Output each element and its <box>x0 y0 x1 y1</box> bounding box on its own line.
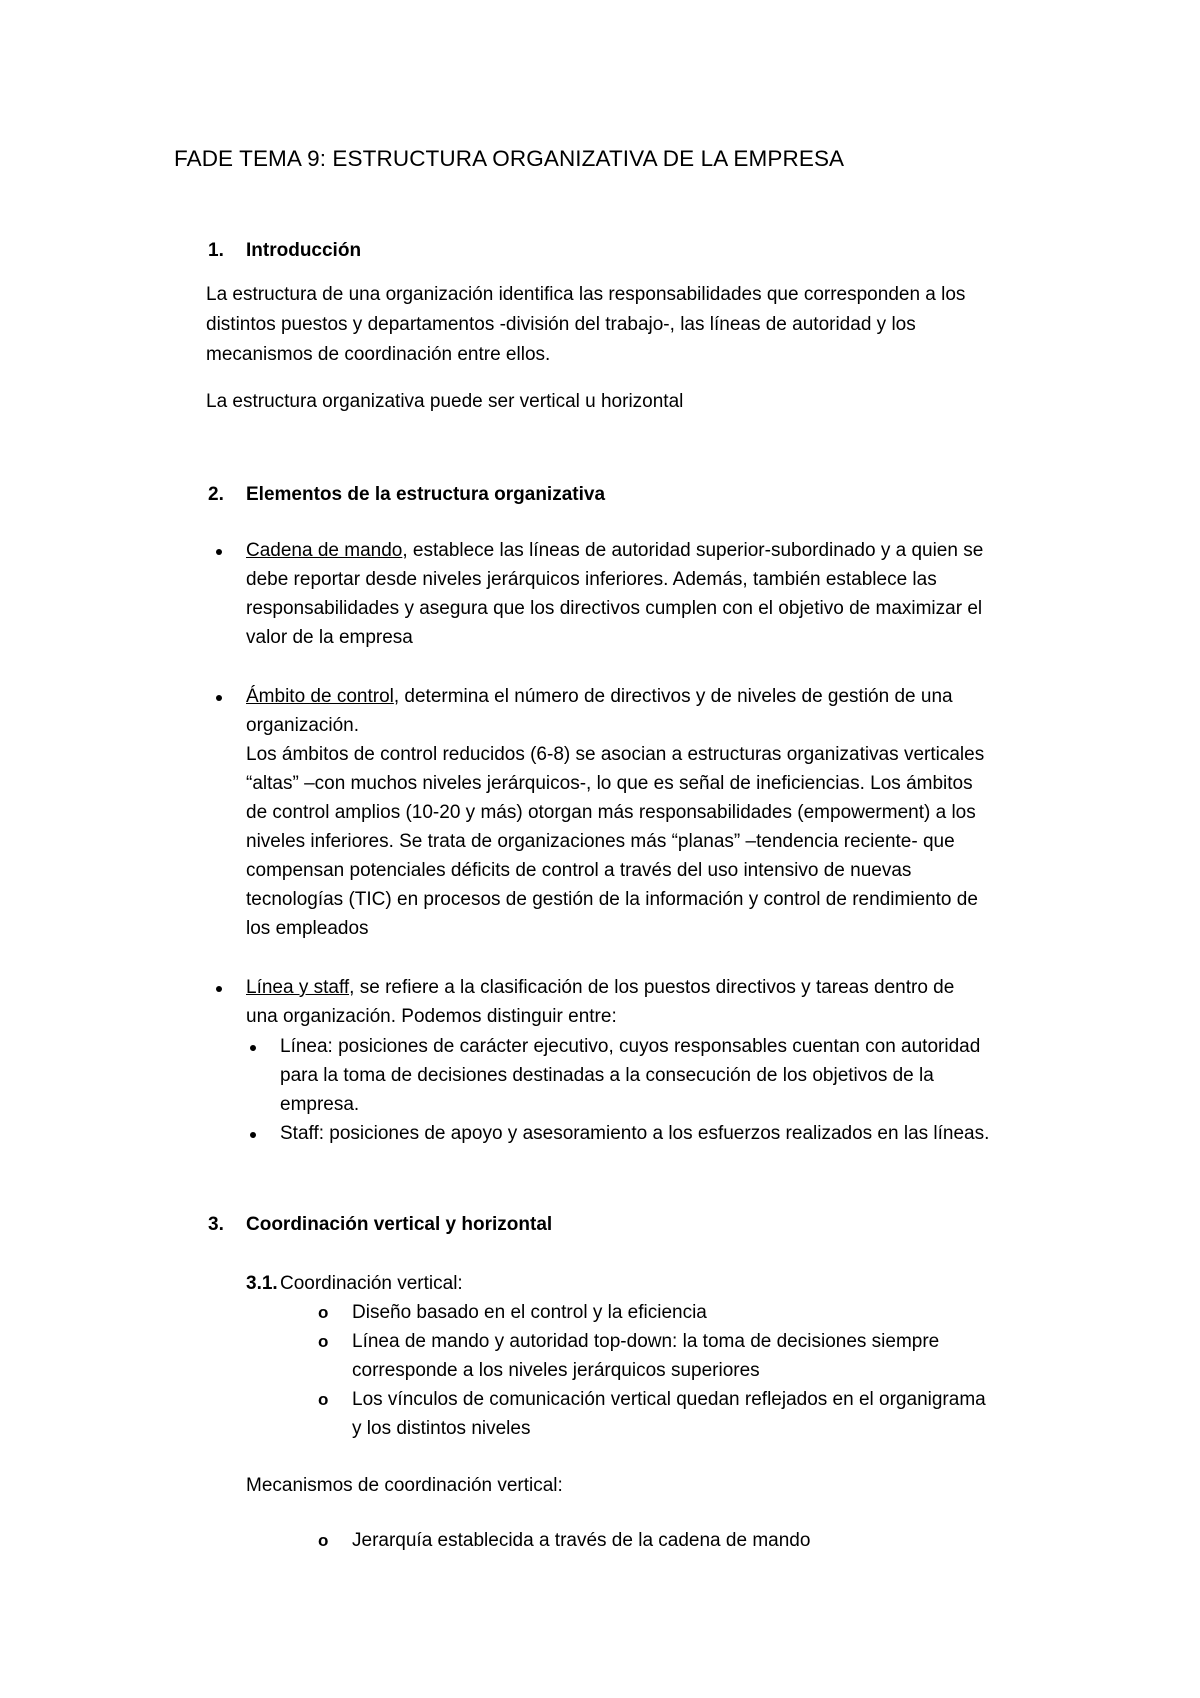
list-item-line: y los distintos niveles <box>352 1418 531 1439</box>
bullet-line: , establece las líneas de autoridad superior-subordinado y a quien se <box>402 540 984 561</box>
circle-bullet-icon: o <box>318 1303 329 1322</box>
bullet-line: se refiere a la clasificación de los puestos directivos y tareas dentro de <box>354 977 955 998</box>
document-title: FADE TEMA 9: ESTRUCTURA ORGANIZATIVA DE LA EMPRESA <box>174 146 845 171</box>
bullet-term: Línea y staff, <box>246 977 355 998</box>
circle-bullet-icon: o <box>318 1332 329 1351</box>
sub-bullet-icon <box>250 1132 256 1138</box>
bullet-line: niveles inferiores. Se trata de organizaciones más “planas” –tendencia reciente- que <box>246 831 955 852</box>
section-number: 1. <box>208 240 224 261</box>
section-number: 3. <box>208 1214 224 1235</box>
mechanisms-label: Mecanismos de coordinación vertical: <box>246 1475 563 1496</box>
circle-bullet-icon: o <box>318 1390 329 1409</box>
paragraph-line: distintos puestos y departamentos -división del trabajo-, las líneas de autoridad y los <box>206 314 916 335</box>
bullet-icon <box>216 695 222 701</box>
bullet-line: compensan potenciales déficits de control a través del uso intensivo de nuevas <box>246 860 912 881</box>
bullet-line: los empleados <box>246 918 369 939</box>
circle-bullet-icon: o <box>318 1531 329 1550</box>
bullet-term: Cadena de mando <box>246 540 403 561</box>
bullet-line: organización. <box>246 715 360 736</box>
sub-bullet-line: Staff: posiciones de apoyo y asesoramiento a los esfuerzos realizados en las líneas. <box>280 1123 990 1144</box>
bullet-icon <box>216 986 222 992</box>
bullet-line: debe reportar desde niveles jerárquicos inferiores. Además, también establece las <box>246 569 937 590</box>
bullet-term: Ámbito de control <box>246 686 394 707</box>
bullet-line: de control amplios (10-20 y más) otorgan más responsabilidades (empowerment) a los <box>246 802 976 823</box>
list-item-line: Línea de mando y autoridad top-down: la toma de decisiones siempre <box>352 1331 940 1352</box>
bullet-item-cadena-de-mando <box>246 536 983 565</box>
list-item-line: Los vínculos de comunicación vertical quedan reflejados en el organigrama <box>352 1389 986 1410</box>
sub-bullet-icon <box>250 1045 256 1051</box>
bullet-line: valor de la empresa <box>246 627 413 648</box>
subsection-heading: Coordinación vertical: <box>280 1273 463 1294</box>
paragraph-line: La estructura organizativa puede ser vertical u horizontal <box>206 391 684 412</box>
section-heading-coordinacion: Coordinación vertical y horizontal <box>246 1214 553 1235</box>
bullet-line: Los ámbitos de control reducidos (6-8) se asocian a estructuras organizativas verticales <box>246 744 985 765</box>
bullet-line: responsabilidades y asegura que los directivos cumplen con el objetivo de maximizar el <box>246 598 983 619</box>
bullet-icon <box>216 549 222 555</box>
section-number: 2. <box>208 484 224 505</box>
section-heading-elementos: Elementos de la estructura organizativa <box>246 484 606 505</box>
paragraph-line: La estructura de una organización identifica las responsabilidades que corresponden a los <box>206 284 966 305</box>
sub-bullet-line: empresa. <box>280 1094 360 1115</box>
section-heading-introduccion: Introducción <box>246 240 362 261</box>
paragraph-line: mecanismos de coordinación entre ellos. <box>206 344 551 365</box>
bullet-line: “altas” –con muchos niveles jerárquicos-, lo que es señal de ineficiencias. Los ámbitos <box>246 773 973 794</box>
bullet-item-linea-y-staff <box>246 973 954 1002</box>
bullet-line: una organización. Podemos distinguir entre: <box>246 1006 617 1027</box>
bullet-line: , determina el número de directivos y de niveles de gestión de una <box>393 686 953 707</box>
list-item-line: Diseño basado en el control y la eficiencia <box>352 1302 707 1323</box>
sub-bullet-line: Línea: posiciones de carácter ejecutivo, cuyos responsables cuentan con autoridad <box>280 1036 981 1057</box>
list-item-line: corresponde a los niveles jerárquicos superiores <box>352 1360 760 1381</box>
bullet-line: tecnologías (TIC) en procesos de gestión de la información y control de rendimiento de <box>246 889 978 910</box>
list-item-line: Jerarquía establecida a través de la cadena de mando <box>352 1530 811 1551</box>
bullet-item-ambito-de-control <box>246 682 953 711</box>
sub-bullet-line: para la toma de decisiones destinadas a la consecución de los objetivos de la <box>280 1065 934 1086</box>
subsection-number: 3.1. <box>246 1273 278 1294</box>
